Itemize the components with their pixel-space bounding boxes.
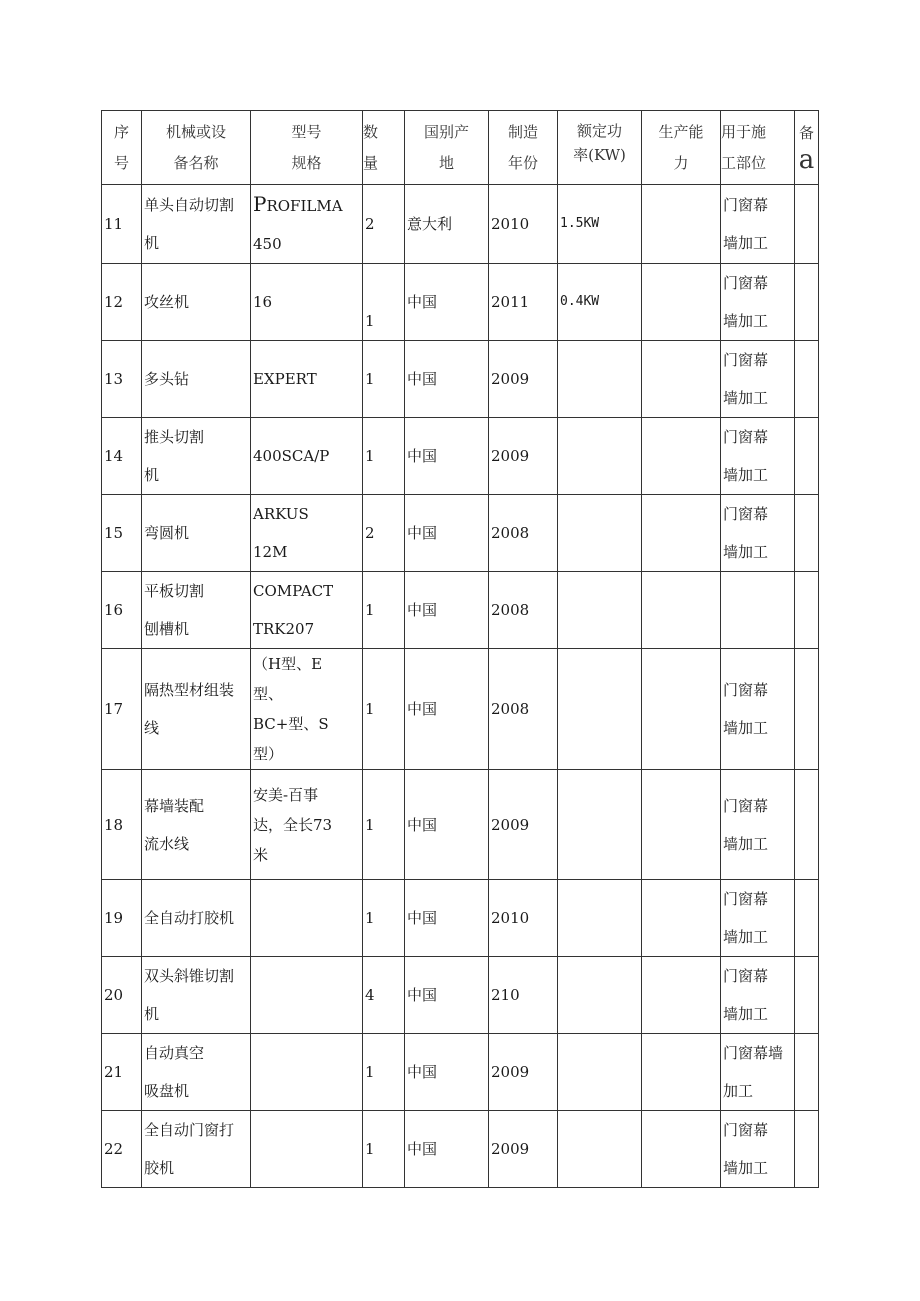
capacity-cell bbox=[642, 770, 721, 880]
origin-cell bbox=[405, 649, 489, 770]
seq-cell-line: 12 bbox=[104, 293, 124, 311]
usage-cell-line: 墙加工 bbox=[723, 719, 769, 737]
year-cell bbox=[489, 957, 558, 1034]
usage-cell-line: 门窗幕 bbox=[723, 967, 769, 985]
seq-cell-line: 19 bbox=[104, 909, 124, 927]
seq-cell bbox=[102, 1034, 142, 1111]
qty-cell-line: 1 bbox=[365, 447, 375, 465]
name-cell bbox=[142, 770, 251, 880]
header-usage: 用于施 工部位 bbox=[721, 111, 795, 185]
usage-cell-line: 门窗幕 bbox=[723, 796, 769, 815]
header-capacity: 生产能 力 bbox=[642, 111, 721, 185]
name-cell bbox=[142, 418, 251, 495]
table-row bbox=[102, 572, 819, 649]
header-qty: 数 量 bbox=[363, 111, 405, 185]
year-cell bbox=[489, 770, 558, 880]
name-cell-line: 双头斜锥切割 bbox=[144, 967, 235, 985]
year-cell-line: 2008 bbox=[491, 524, 530, 542]
table-row bbox=[102, 185, 819, 264]
model-cell-line: TRK207 bbox=[253, 620, 315, 638]
seq-cell bbox=[102, 264, 142, 341]
qty-cell bbox=[363, 880, 405, 957]
table-row bbox=[102, 341, 819, 418]
power-cell bbox=[558, 495, 642, 572]
model-cell bbox=[251, 649, 363, 770]
model-cell-line: （H型、E bbox=[253, 655, 323, 673]
model-cell-line: ARKUS bbox=[253, 505, 309, 523]
seq-cell-line: 21 bbox=[104, 1063, 124, 1081]
power-cell bbox=[558, 185, 642, 264]
origin-cell bbox=[405, 418, 489, 495]
qty-cell bbox=[363, 572, 405, 649]
name-cell bbox=[142, 572, 251, 649]
capacity-cell bbox=[642, 418, 721, 495]
name-cell-line: 平板切割 bbox=[144, 582, 205, 600]
seq-cell bbox=[102, 572, 142, 649]
year-cell-line: 210 bbox=[491, 986, 520, 1004]
remark-cell bbox=[795, 1034, 819, 1111]
year-cell-line: 2008 bbox=[491, 601, 530, 619]
year-cell bbox=[489, 185, 558, 264]
name-cell-line: 自动真空 bbox=[144, 1044, 205, 1062]
model-cell bbox=[251, 418, 363, 495]
power-cell bbox=[558, 264, 642, 341]
capacity-cell bbox=[642, 264, 721, 341]
name-cell bbox=[142, 649, 251, 770]
model-cell-line: 400SCA/P bbox=[253, 447, 330, 465]
name-cell-line: 攻丝机 bbox=[144, 293, 190, 311]
usage-cell-line: 加工 bbox=[723, 1082, 754, 1100]
name-cell-line: 全自动门窗打 bbox=[144, 1121, 235, 1139]
year-cell bbox=[489, 572, 558, 649]
origin-cell bbox=[405, 185, 489, 264]
qty-cell bbox=[363, 418, 405, 495]
year-cell bbox=[489, 649, 558, 770]
name-cell-line: 机 bbox=[144, 1005, 160, 1023]
power-cell bbox=[558, 1111, 642, 1188]
equipment-table bbox=[101, 110, 819, 1188]
model-cell bbox=[251, 880, 363, 957]
year-cell-line: 2010 bbox=[491, 909, 530, 927]
remark-cell bbox=[795, 880, 819, 957]
model-cell-line: 安美-百事 bbox=[253, 785, 319, 804]
year-cell-line: 2009 bbox=[491, 1140, 530, 1158]
header-model: 型号 规格 bbox=[251, 111, 363, 185]
qty-cell bbox=[363, 1111, 405, 1188]
remark-cell bbox=[795, 572, 819, 649]
capacity-cell bbox=[642, 572, 721, 649]
name-cell-line: 吸盘机 bbox=[144, 1082, 190, 1100]
capacity-cell bbox=[642, 649, 721, 770]
usage-cell-line: 墙加工 bbox=[723, 543, 769, 561]
seq-cell bbox=[102, 418, 142, 495]
origin-cell bbox=[405, 264, 489, 341]
origin-cell bbox=[405, 572, 489, 649]
qty-cell bbox=[363, 185, 405, 264]
year-cell-line: 2009 bbox=[491, 447, 530, 465]
qty-cell bbox=[363, 649, 405, 770]
power-cell bbox=[558, 1034, 642, 1111]
qty-cell-line: 2 bbox=[365, 215, 375, 233]
year-cell bbox=[489, 341, 558, 418]
qty-cell-line: 1 bbox=[365, 815, 375, 834]
power-cell bbox=[558, 957, 642, 1034]
usage-cell-line: 墙加工 bbox=[723, 312, 769, 330]
model-cell-line: 达，全长73 bbox=[253, 815, 333, 834]
usage-cell-line: 门窗幕 bbox=[723, 196, 769, 214]
year-cell-line: 2008 bbox=[491, 700, 530, 718]
usage-cell bbox=[721, 957, 795, 1034]
model-cell-line: ROFILMA bbox=[266, 197, 343, 215]
model-cell bbox=[251, 264, 363, 341]
seq-cell-line: 20 bbox=[104, 986, 124, 1004]
qty-cell bbox=[363, 770, 405, 880]
capacity-cell bbox=[642, 880, 721, 957]
name-cell bbox=[142, 341, 251, 418]
name-cell-line: 线 bbox=[144, 719, 160, 737]
seq-cell-line: 22 bbox=[104, 1140, 124, 1158]
model-cell bbox=[251, 957, 363, 1034]
power-cell bbox=[558, 341, 642, 418]
usage-cell-line: 门窗幕 bbox=[723, 890, 769, 908]
seq-cell bbox=[102, 880, 142, 957]
year-cell bbox=[489, 418, 558, 495]
name-cell bbox=[142, 264, 251, 341]
origin-cell bbox=[405, 341, 489, 418]
origin-cell-line: 中国 bbox=[407, 1140, 438, 1158]
usage-cell-line: 墙加工 bbox=[723, 834, 769, 853]
usage-cell bbox=[721, 341, 795, 418]
seq-cell bbox=[102, 495, 142, 572]
seq-cell bbox=[102, 770, 142, 880]
table-row bbox=[102, 264, 819, 341]
origin-cell-line: 意大利 bbox=[407, 215, 453, 233]
year-cell-line: 2009 bbox=[491, 370, 530, 388]
model-cell-line: P bbox=[253, 192, 267, 216]
usage-cell-line: 门窗幕 bbox=[723, 274, 769, 292]
seq-cell-line: 17 bbox=[104, 700, 124, 718]
name-cell-line: 机 bbox=[144, 234, 160, 252]
name-cell-line: 弯圆机 bbox=[144, 524, 190, 542]
origin-cell-line: 中国 bbox=[407, 447, 438, 465]
usage-cell bbox=[721, 649, 795, 770]
origin-cell-line: 中国 bbox=[407, 524, 438, 542]
seq-cell-line: 15 bbox=[104, 524, 124, 542]
seq-cell-line: 18 bbox=[104, 815, 124, 834]
remark-cell bbox=[795, 957, 819, 1034]
origin-cell-line: 中国 bbox=[407, 293, 438, 311]
origin-cell-line: 中国 bbox=[407, 1063, 438, 1081]
year-cell-line: 2009 bbox=[491, 815, 530, 834]
capacity-cell bbox=[642, 185, 721, 264]
model-cell-line: EXPERT bbox=[253, 370, 317, 388]
model-cell-line: 型） bbox=[253, 745, 284, 763]
usage-cell-line: 墙加工 bbox=[723, 1005, 769, 1023]
table-row bbox=[102, 418, 819, 495]
model-cell bbox=[251, 1034, 363, 1111]
origin-cell bbox=[405, 957, 489, 1034]
origin-cell bbox=[405, 1034, 489, 1111]
seq-cell bbox=[102, 957, 142, 1034]
name-cell-line: 多头钻 bbox=[144, 370, 190, 388]
remark-cell bbox=[795, 185, 819, 264]
qty-cell-line: 1 bbox=[365, 1140, 375, 1158]
origin-cell bbox=[405, 1111, 489, 1188]
year-cell bbox=[489, 495, 558, 572]
usage-cell bbox=[721, 495, 795, 572]
qty-cell-line: 1 bbox=[365, 700, 375, 718]
usage-cell-line: 墙加工 bbox=[723, 389, 769, 407]
name-cell bbox=[142, 1034, 251, 1111]
capacity-cell bbox=[642, 341, 721, 418]
table-row bbox=[102, 957, 819, 1034]
origin-cell-line: 中国 bbox=[407, 909, 438, 927]
remark-cell bbox=[795, 649, 819, 770]
seq-cell bbox=[102, 649, 142, 770]
name-cell bbox=[142, 880, 251, 957]
usage-cell-line: 门窗幕墙 bbox=[723, 1044, 784, 1062]
qty-cell-line: 1 bbox=[365, 909, 375, 927]
power-cell bbox=[558, 572, 642, 649]
capacity-cell bbox=[642, 1111, 721, 1188]
remark-cell bbox=[795, 1111, 819, 1188]
remark-cell bbox=[795, 418, 819, 495]
capacity-cell bbox=[642, 495, 721, 572]
year-cell bbox=[489, 1111, 558, 1188]
qty-cell bbox=[363, 341, 405, 418]
qty-cell bbox=[363, 495, 405, 572]
table-row bbox=[102, 1034, 819, 1111]
power-cell-line: 0.4KW bbox=[560, 294, 600, 309]
table-body bbox=[102, 185, 819, 1188]
qty-cell-line: 1 bbox=[365, 601, 375, 619]
table-row bbox=[102, 1111, 819, 1188]
name-cell bbox=[142, 495, 251, 572]
usage-cell-line: 墙加工 bbox=[723, 466, 769, 484]
power-cell bbox=[558, 649, 642, 770]
name-cell-line: 流水线 bbox=[144, 834, 190, 853]
origin-cell-line: 中国 bbox=[407, 370, 438, 388]
model-cell-line: COMPACT bbox=[253, 582, 334, 600]
seq-cell-line: 13 bbox=[104, 370, 124, 388]
table-row bbox=[102, 495, 819, 572]
power-cell bbox=[558, 880, 642, 957]
remark-cell bbox=[795, 770, 819, 880]
name-cell-line: 推头切割 bbox=[144, 428, 205, 446]
model-cell bbox=[251, 185, 363, 264]
usage-cell bbox=[721, 880, 795, 957]
model-cell bbox=[251, 1111, 363, 1188]
name-cell-line: 机 bbox=[144, 466, 160, 484]
seq-cell bbox=[102, 341, 142, 418]
name-cell bbox=[142, 957, 251, 1034]
power-cell bbox=[558, 770, 642, 880]
header-remark: 备 a bbox=[795, 111, 819, 185]
model-cell bbox=[251, 495, 363, 572]
name-cell bbox=[142, 1111, 251, 1188]
origin-cell-line: 中国 bbox=[407, 700, 438, 718]
year-cell bbox=[489, 1034, 558, 1111]
year-cell-line: 2009 bbox=[491, 1063, 530, 1081]
name-cell bbox=[142, 185, 251, 264]
seq-cell bbox=[102, 1111, 142, 1188]
origin-cell bbox=[405, 770, 489, 880]
usage-cell-line: 门窗幕 bbox=[723, 428, 769, 446]
table-row bbox=[102, 770, 819, 880]
power-cell-line: 1.5KW bbox=[560, 216, 600, 231]
origin-cell bbox=[405, 495, 489, 572]
usage-cell-line: 墙加工 bbox=[723, 234, 769, 252]
model-cell bbox=[251, 341, 363, 418]
year-cell bbox=[489, 264, 558, 341]
model-cell-line: 12M bbox=[253, 543, 288, 561]
origin-cell-line: 中国 bbox=[407, 986, 438, 1004]
qty-cell-line: 4 bbox=[365, 986, 375, 1004]
usage-cell-line: 门窗幕 bbox=[723, 681, 769, 699]
usage-cell bbox=[721, 1111, 795, 1188]
power-cell bbox=[558, 418, 642, 495]
origin-cell-line: 中国 bbox=[407, 601, 438, 619]
capacity-cell bbox=[642, 1034, 721, 1111]
name-cell-line: 隔热型材组装 bbox=[144, 681, 235, 699]
usage-cell bbox=[721, 185, 795, 264]
capacity-cell bbox=[642, 957, 721, 1034]
remark-cell bbox=[795, 341, 819, 418]
usage-cell-line: 墙加工 bbox=[723, 1159, 769, 1177]
table-row bbox=[102, 880, 819, 957]
qty-cell bbox=[363, 1034, 405, 1111]
header-name: 机械或设 备名称 bbox=[142, 111, 251, 185]
header-row bbox=[102, 111, 819, 185]
name-cell-line: 刨槽机 bbox=[144, 620, 190, 638]
usage-cell bbox=[721, 264, 795, 341]
header-power: 额定功 率(KW) bbox=[558, 111, 642, 185]
qty-cell-line: 1 bbox=[365, 1063, 375, 1081]
header-seq: 序 号 bbox=[102, 111, 142, 185]
year-cell bbox=[489, 880, 558, 957]
model-cell-line: BC+型、S bbox=[253, 715, 329, 733]
qty-cell-line: 2 bbox=[365, 524, 375, 542]
model-cell bbox=[251, 572, 363, 649]
seq-cell-line: 14 bbox=[104, 447, 124, 465]
qty-cell-line: 1 bbox=[365, 370, 375, 388]
usage-cell-line: 门窗幕 bbox=[723, 351, 769, 369]
model-cell bbox=[251, 770, 363, 880]
origin-cell bbox=[405, 880, 489, 957]
usage-cell bbox=[721, 572, 795, 649]
name-cell-line: 全自动打胶机 bbox=[144, 909, 235, 927]
model-cell-line: 米 bbox=[253, 845, 269, 864]
usage-cell bbox=[721, 1034, 795, 1111]
year-cell-line: 2011 bbox=[491, 293, 530, 311]
header-origin: 国别产 地 bbox=[405, 111, 489, 185]
origin-cell-line: 中国 bbox=[407, 815, 438, 834]
seq-cell bbox=[102, 185, 142, 264]
remark-cell bbox=[795, 495, 819, 572]
model-cell-line: 型、 bbox=[253, 685, 284, 703]
seq-cell-line: 16 bbox=[104, 601, 124, 619]
qty-cell bbox=[363, 957, 405, 1034]
seq-cell-line: 11 bbox=[104, 215, 124, 233]
usage-cell bbox=[721, 770, 795, 880]
name-cell-line: 胶机 bbox=[144, 1159, 175, 1177]
name-cell-line: 幕墙装配 bbox=[144, 796, 205, 815]
usage-cell bbox=[721, 418, 795, 495]
model-cell-line: 450 bbox=[253, 235, 282, 253]
table-row bbox=[102, 649, 819, 770]
header-year: 制造 年份 bbox=[489, 111, 558, 185]
remark-cell bbox=[795, 264, 819, 341]
usage-cell-line: 墙加工 bbox=[723, 928, 769, 946]
name-cell-line: 单头自动切割 bbox=[144, 196, 235, 214]
qty-cell-line: 1 bbox=[365, 312, 375, 330]
year-cell-line: 2010 bbox=[491, 215, 530, 233]
model-cell-line: 16 bbox=[253, 293, 273, 311]
usage-cell-line: 门窗幕 bbox=[723, 1121, 769, 1139]
qty-cell bbox=[363, 264, 405, 341]
usage-cell-line: 门窗幕 bbox=[723, 505, 769, 523]
